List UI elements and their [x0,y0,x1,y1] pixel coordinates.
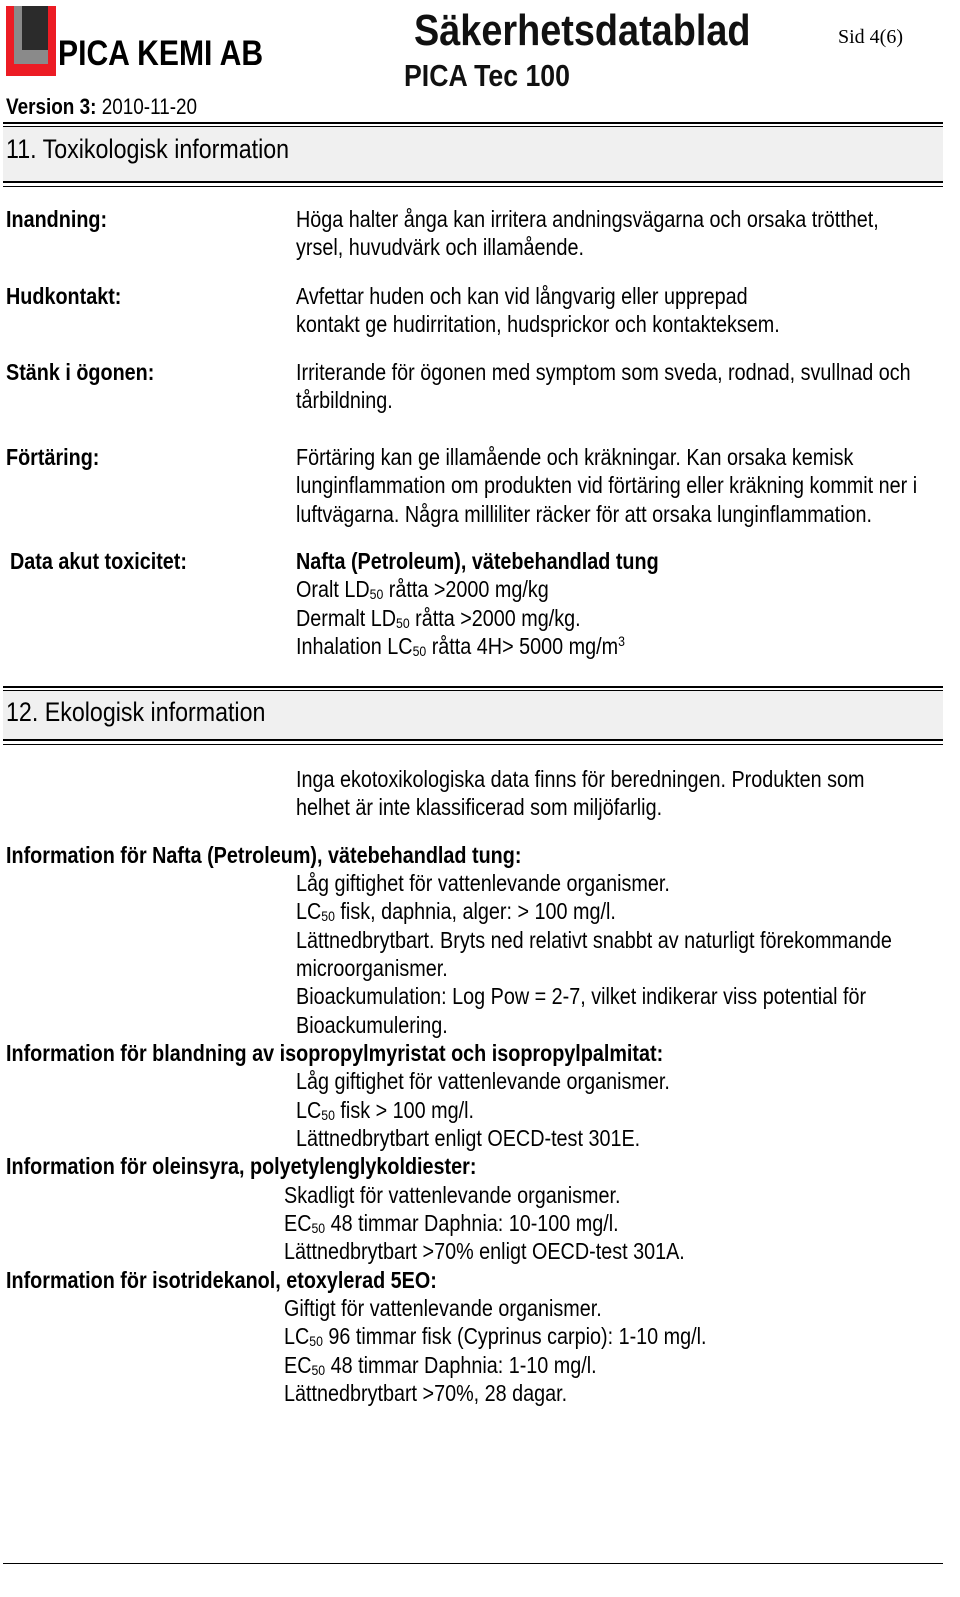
heading-nafta: Information för Nafta (Petroleum), vätebehandlad tung: [6,842,522,868]
text-fortaring-3: luftvägarna. Några milliliter räcker för att orsaka lunginflammation. [296,501,873,527]
label-stank-ogonen: Stänk i ögonen: [6,359,155,385]
heading-olein: Information för oleinsyra, polyetylenglykoldiester: [6,1153,477,1179]
text-hudkontakt-2: kontakt ge hudirritation, hudsprickor och kontakteksem. [296,311,780,337]
text-fortaring-2: lunginflammation om produkten vid förtäring eller kräkning kommit ner i [296,472,918,498]
nafta-line-6: Bioackumulering. [296,1012,448,1038]
acute-inhalation: Inhalation $LC_{50}$ råtta 4H> 5000 $mg/m^3$ [296,633,625,661]
olein-line-2: $EC_{50}$ 48 timmar Daphnia: 10-100 mg/l. [284,1210,619,1238]
nafta-line-3: Lättnedbrytbart. Bryts ned relativt snabbt av naturligt förekommande [296,927,892,953]
olein-line-1: Skadligt för vattenlevande organismer. [284,1182,621,1208]
heading-isotridekanol: Information för isotridekanol, etoxylerad 5EO: [6,1267,437,1293]
text-inandning-1: Höga halter ånga kan irritera andningsvägarna och orsaka trötthet, [296,206,879,232]
text-stank-ogonen-1: Irriterande för ögonen med symptom som sveda, rodnad, svullnad och [296,359,911,385]
isotridekanol-line-4: Lättnedbrytbart >70%, 28 dagar. [284,1380,568,1406]
nafta-line-2: $LC_{50}$ fisk, daphnia, alger: > 100 mg/l. [296,898,616,926]
label-hudkontakt: Hudkontakt: [6,283,122,309]
footer-rule [3,1563,943,1564]
label-inandning: Inandning: [6,206,108,232]
acute-dermal: Dermalt $LD_{50}$ råtta >2000 mg/kg. [296,605,581,633]
text-fortaring-1: Förtäring kan ge illamående och kräkningar. Kan orsaka kemisk [296,444,854,470]
section-12-rule-thin [3,744,943,745]
text-hudkontakt-1: Avfettar huden och kan vid långvarig eller upprepad [296,283,748,309]
isotridekanol-line-3: $EC_{50}$ 48 timmar Daphnia: 1-10 mg/l. [284,1352,597,1380]
myristat-line-1: Låg giftighet för vattenlevande organismer. [296,1068,670,1094]
company-name: PICA KEMI AB [58,34,264,73]
acute-oral: Oralt $LD_{50}$ råtta >2000 mg/kg [296,576,549,604]
text-inandning-2: yrsel, huvudvärk och illamående. [296,234,585,260]
section-11-rule [3,181,943,183]
isotridekanol-line-1: Giftigt för vattenlevande organismer. [284,1295,602,1321]
section-12-rule [3,739,943,741]
section-11-title: 11. Toxikologisk information [6,134,290,164]
section-12-rule-top [3,686,943,688]
myristat-line-3: Lättnedbrytbart enligt OECD-test 301E. [296,1125,641,1151]
acute-substance: Nafta (Petroleum), vätebehandlad tung [296,548,659,574]
nafta-line-4: microorganismer. [296,955,448,981]
section-11-rule-thin [3,186,943,187]
label-fortaring: Förtäring: [6,444,100,470]
product-name: PICA Tec 100 [404,58,570,93]
text-stank-ogonen-2: tårbildning. [296,387,393,413]
nafta-line-1: Låg giftighet för vattenlevande organismer. [296,870,670,896]
company-logo [6,6,56,76]
version-label: Version 3: [6,94,97,119]
page-number: Sid 4(6) [838,26,903,48]
eco-intro-2: helhet är inte klassificerad som miljöfarlig. [296,794,663,820]
document-title: Säkerhetsdatablad [414,6,751,55]
section-12-title: 12. Ekologisk information [6,697,266,727]
version-date: 2010-11-20 [101,94,198,119]
heading-myristat: Information för blandning av isopropylmyristat och isopropylpalmitat: [6,1040,664,1066]
myristat-line-2: $LC_{50}$ fisk > 100 mg/l. [296,1097,475,1125]
label-akut-toxicitet: Data akut toxicitet: [10,548,187,574]
header-rule [3,122,943,124]
nafta-line-5: Bioackumulation: Log Pow = 2-7, vilket indikerar viss potential för [296,983,867,1009]
isotridekanol-line-2: $LC_{50}$ 96 timmar fisk (Cyprinus carpio): 1-10 mg/l. [284,1323,707,1351]
eco-intro-1: Inga ekotoxikologiska data finns för beredningen. Produkten som [296,766,865,792]
version-line [6,94,197,120]
olein-line-3: Lättnedbrytbart >70% enligt OECD-test 301A. [284,1238,685,1264]
